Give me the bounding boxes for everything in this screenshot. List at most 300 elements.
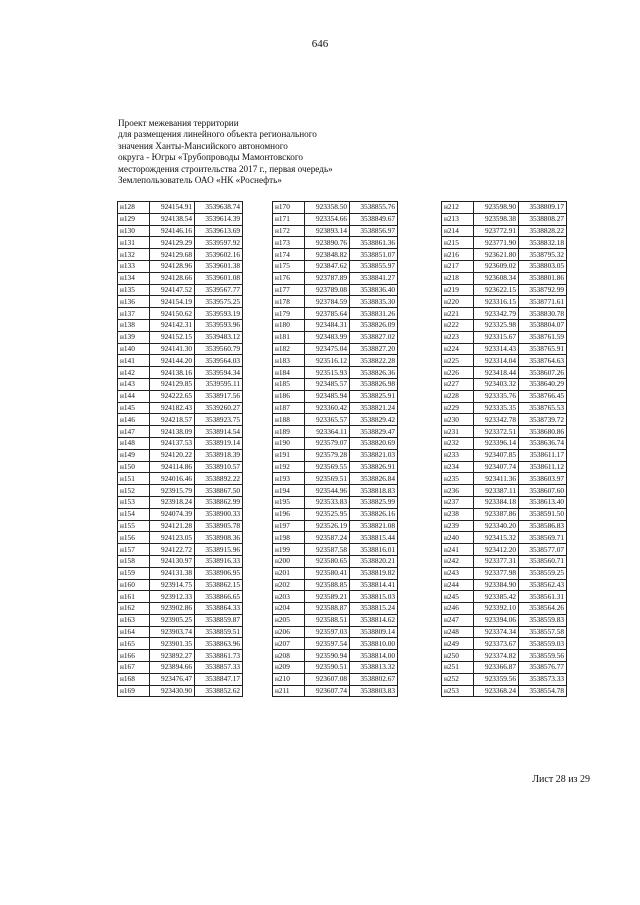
sheet-number: Лист 28 из 29 [532,774,590,785]
x-coordinate-cell: 923893.14 [305,225,350,237]
point-id-cell: н173 [273,237,305,249]
y-coordinate-cell: 3538857.33 [195,662,243,674]
x-coordinate-cell: 924146.16 [150,225,195,237]
x-coordinate-cell: 923579.28 [305,449,350,461]
x-coordinate-cell: 923787.89 [305,272,350,284]
y-coordinate-cell: 3539602.16 [195,249,243,261]
table-row [118,673,243,685]
x-coordinate-cell: 923587.58 [305,544,350,556]
point-id-cell: н233 [442,449,474,461]
point-id-cell: н218 [442,272,474,284]
x-coordinate-cell: 924128.66 [150,272,195,284]
y-coordinate-cell: 3538795.32 [519,249,567,261]
table-row [273,343,398,355]
table-row [442,626,567,638]
point-id-cell: н216 [442,249,474,261]
table-row [273,355,398,367]
point-id-cell: н202 [273,579,305,591]
table-row [273,532,398,544]
table-row [118,355,243,367]
table-row [442,414,567,426]
y-coordinate-cell: 3538905.78 [195,520,243,532]
y-coordinate-cell: 3538739.72 [519,414,567,426]
point-id-cell: н134 [118,272,150,284]
y-coordinate-cell: 3538826.36 [350,367,398,379]
y-coordinate-cell: 3538766.45 [519,390,567,402]
x-coordinate-cell: 924120.22 [150,449,195,461]
point-id-cell: н241 [442,544,474,556]
table-row [118,449,243,461]
y-coordinate-cell: 3538859.87 [195,614,243,626]
x-coordinate-cell: 923485.94 [305,390,350,402]
x-coordinate-cell: 924121.28 [150,520,195,532]
y-coordinate-cell: 3538576.77 [519,662,567,674]
table-row [273,626,398,638]
table-row [118,603,243,615]
y-coordinate-cell: 3538607.26 [519,367,567,379]
table-row [273,662,398,674]
table-row [442,579,567,591]
table-row [442,378,567,390]
point-id-cell: н228 [442,390,474,402]
y-coordinate-cell: 3538564.26 [519,603,567,615]
table-row [118,638,243,650]
point-id-cell: н164 [118,626,150,638]
table-row [118,319,243,331]
x-coordinate-cell: 923365.57 [305,414,350,426]
y-coordinate-cell: 3538864.33 [195,603,243,615]
x-coordinate-cell: 923588.85 [305,579,350,591]
x-coordinate-cell: 923918.24 [150,496,195,508]
x-coordinate-cell: 923364.11 [305,426,350,438]
table-row [118,520,243,532]
x-coordinate-cell: 923609.02 [474,260,519,272]
table-row [273,284,398,296]
table-row [118,685,243,697]
point-id-cell: н253 [442,685,474,697]
table-row [442,473,567,485]
table-row [442,555,567,567]
table-row [442,461,567,473]
point-id-cell: н251 [442,662,474,674]
table-row [118,367,243,379]
table-row [273,544,398,556]
point-id-cell: н245 [442,591,474,603]
x-coordinate-cell: 923588.51 [305,614,350,626]
x-coordinate-cell: 924152.15 [150,331,195,343]
y-coordinate-cell: 3538813.32 [350,662,398,674]
x-coordinate-cell: 923359.56 [474,673,519,685]
table-row [118,296,243,308]
table-row [442,308,567,320]
x-coordinate-cell: 923516.12 [305,355,350,367]
table-row [442,249,567,261]
x-coordinate-cell: 924122.72 [150,544,195,556]
table-row [118,225,243,237]
table-row [442,402,567,414]
x-coordinate-cell: 923403.32 [474,378,519,390]
table-row [442,591,567,603]
point-id-cell: н242 [442,555,474,567]
y-coordinate-cell: 3538866.65 [195,591,243,603]
x-coordinate-cell: 924130.97 [150,555,195,567]
point-id-cell: н171 [273,213,305,225]
y-coordinate-cell: 3538814.62 [350,614,398,626]
x-coordinate-cell: 923597.54 [305,638,350,650]
x-coordinate-cell: 923314.04 [474,355,519,367]
header-line: значения Ханты-Мансийского автономного [118,140,288,151]
table-row [442,319,567,331]
x-coordinate-cell: 923475.04 [305,343,350,355]
table-row [273,331,398,343]
point-id-cell: н217 [442,260,474,272]
y-coordinate-cell: 3538815.44 [350,532,398,544]
table-row [273,485,398,497]
table-row [442,662,567,674]
y-coordinate-cell: 3538851.07 [350,249,398,261]
y-coordinate-cell: 3538859.51 [195,626,243,638]
point-id-cell: н223 [442,331,474,343]
x-coordinate-cell: 923483.99 [305,331,350,343]
table-row [442,390,567,402]
x-coordinate-cell: 924129.85 [150,378,195,390]
table-row [273,449,398,461]
y-coordinate-cell: 3538855.76 [350,202,398,214]
x-coordinate-cell: 923905.25 [150,614,195,626]
x-coordinate-cell: 923412.20 [474,544,519,556]
x-coordinate-cell: 923515.93 [305,367,350,379]
x-coordinate-cell: 923430.90 [150,685,195,697]
point-id-cell: н183 [273,355,305,367]
y-coordinate-cell: 3539601.38 [195,260,243,272]
table-row [118,249,243,261]
y-coordinate-cell: 3538810.00 [350,638,398,650]
table-row [442,213,567,225]
table-row [442,638,567,650]
y-coordinate-cell: 3538765.91 [519,343,567,355]
y-coordinate-cell: 3538849.67 [350,213,398,225]
point-id-cell: н180 [273,319,305,331]
x-coordinate-cell: 923892.27 [150,650,195,662]
point-id-cell: н136 [118,296,150,308]
point-id-cell: н135 [118,284,150,296]
point-id-cell: н222 [442,319,474,331]
y-coordinate-cell: 3538861.36 [350,237,398,249]
table-row [273,567,398,579]
x-coordinate-cell: 924128.96 [150,260,195,272]
y-coordinate-cell: 3538761.59 [519,331,567,343]
point-id-cell: н150 [118,461,150,473]
y-coordinate-cell: 3538852.62 [195,685,243,697]
x-coordinate-cell: 923915.79 [150,485,195,497]
header-line: Проект межевания территории [118,118,239,128]
table-row [442,520,567,532]
y-coordinate-cell: 3538573.33 [519,673,567,685]
point-id-cell: н153 [118,496,150,508]
y-coordinate-cell: 3538908.36 [195,532,243,544]
table-row [442,331,567,343]
point-id-cell: н132 [118,249,150,261]
point-id-cell: н155 [118,520,150,532]
y-coordinate-cell: 3539614.39 [195,213,243,225]
point-id-cell: н174 [273,249,305,261]
point-id-cell: н147 [118,426,150,438]
y-coordinate-cell: 3538569.71 [519,532,567,544]
x-coordinate-cell: 923418.44 [474,367,519,379]
header-line: округа - Югры «Трубопроводы Мамонтовского [118,152,303,163]
table-row [273,378,398,390]
point-id-cell: н142 [118,367,150,379]
x-coordinate-cell: 923385.42 [474,591,519,603]
table-row [442,296,567,308]
point-id-cell: н177 [273,284,305,296]
x-coordinate-cell: 923366.87 [474,662,519,674]
x-coordinate-cell: 923784.59 [305,296,350,308]
point-id-cell: н178 [273,296,305,308]
y-coordinate-cell: 3538559.03 [519,638,567,650]
document-header [118,118,333,186]
y-coordinate-cell: 3538900.33 [195,508,243,520]
x-coordinate-cell: 923384.90 [474,579,519,591]
point-id-cell: н159 [118,567,150,579]
y-coordinate-cell: 3538808.27 [519,213,567,225]
y-coordinate-cell: 3538815.24 [350,603,398,615]
y-coordinate-cell: 3538640.29 [519,378,567,390]
table-row [273,414,398,426]
point-id-cell: н191 [273,449,305,461]
point-id-cell: н199 [273,544,305,556]
x-coordinate-cell: 923387.86 [474,508,519,520]
y-coordinate-cell: 3538814.41 [350,579,398,591]
y-coordinate-cell: 3539593.19 [195,308,243,320]
x-coordinate-cell: 923912.33 [150,591,195,603]
x-coordinate-cell: 924138.16 [150,367,195,379]
y-coordinate-cell: 3538771.61 [519,296,567,308]
x-coordinate-cell: 923580.41 [305,567,350,579]
point-id-cell: н248 [442,626,474,638]
table-row [442,449,567,461]
table-row [442,673,567,685]
y-coordinate-cell: 3538559.56 [519,650,567,662]
y-coordinate-cell: 3538855.97 [350,260,398,272]
point-id-cell: н226 [442,367,474,379]
header-line: Землепользователь ОАО «НК «Роснефть» [118,175,282,186]
x-coordinate-cell: 923894.66 [150,662,195,674]
x-coordinate-cell: 923342.79 [474,308,519,320]
x-coordinate-cell: 923590.51 [305,662,350,674]
table-row [273,367,398,379]
coordinates-table-3 [441,201,567,697]
point-id-cell: н167 [118,662,150,674]
table-row [273,461,398,473]
y-coordinate-cell: 3538814.00 [350,650,398,662]
table-row [442,614,567,626]
point-id-cell: н189 [273,426,305,438]
x-coordinate-cell: 923544.96 [305,485,350,497]
x-coordinate-cell: 923590.94 [305,650,350,662]
point-id-cell: н158 [118,555,150,567]
table-row [442,202,567,214]
y-coordinate-cell: 3538861.73 [195,650,243,662]
point-id-cell: н194 [273,485,305,497]
y-coordinate-cell: 3538841.27 [350,272,398,284]
y-coordinate-cell: 3538906.95 [195,567,243,579]
x-coordinate-cell: 924154.19 [150,296,195,308]
table-row [442,225,567,237]
y-coordinate-cell: 3538792.99 [519,284,567,296]
x-coordinate-cell: 923621.80 [474,249,519,261]
table-row [273,603,398,615]
point-id-cell: н140 [118,343,150,355]
x-coordinate-cell: 923914.75 [150,579,195,591]
y-coordinate-cell: 3538856.97 [350,225,398,237]
point-id-cell: н238 [442,508,474,520]
y-coordinate-cell: 3538803.05 [519,260,567,272]
table-row [118,284,243,296]
x-coordinate-cell: 923368.24 [474,685,519,697]
point-id-cell: н235 [442,473,474,485]
table-row [118,237,243,249]
y-coordinate-cell: 3538818.83 [350,485,398,497]
table-row [118,378,243,390]
x-coordinate-cell: 923335.35 [474,402,519,414]
table-row [442,367,567,379]
x-coordinate-cell: 924147.52 [150,284,195,296]
table-row [273,260,398,272]
table-row [118,260,243,272]
y-coordinate-cell: 3538611.17 [519,449,567,461]
point-id-cell: н144 [118,390,150,402]
table-row [273,614,398,626]
point-id-cell: н204 [273,603,305,615]
point-id-cell: н236 [442,485,474,497]
y-coordinate-cell: 3538867.50 [195,485,243,497]
point-id-cell: н237 [442,496,474,508]
table-row [273,296,398,308]
x-coordinate-cell: 923772.91 [474,225,519,237]
x-coordinate-cell: 924131.38 [150,567,195,579]
point-id-cell: н229 [442,402,474,414]
y-coordinate-cell: 3538910.57 [195,461,243,473]
point-id-cell: н170 [273,202,305,214]
table-row [442,508,567,520]
y-coordinate-cell: 3538820.21 [350,555,398,567]
x-coordinate-cell: 923598.38 [474,213,519,225]
x-coordinate-cell: 924142.31 [150,319,195,331]
x-coordinate-cell: 923622.15 [474,284,519,296]
point-id-cell: н175 [273,260,305,272]
y-coordinate-cell: 3538863.96 [195,638,243,650]
y-coordinate-cell: 3538802.67 [350,673,398,685]
table-row [118,308,243,320]
y-coordinate-cell: 3539564.03 [195,355,243,367]
point-id-cell: н188 [273,414,305,426]
y-coordinate-cell: 3539594.34 [195,367,243,379]
x-coordinate-cell: 924144.20 [150,355,195,367]
y-coordinate-cell: 3538680.86 [519,426,567,438]
point-id-cell: н154 [118,508,150,520]
table-row [442,343,567,355]
y-coordinate-cell: 3538825.91 [350,390,398,402]
y-coordinate-cell: 3538613.40 [519,496,567,508]
y-coordinate-cell: 3538835.30 [350,296,398,308]
point-id-cell: н145 [118,402,150,414]
point-id-cell: н246 [442,603,474,615]
table-row [273,591,398,603]
table-row [273,473,398,485]
table-row [442,532,567,544]
x-coordinate-cell: 924138.09 [150,426,195,438]
table-row [118,437,243,449]
x-coordinate-cell: 924123.05 [150,532,195,544]
header-line: для размещения линейного объекта регионального [118,129,317,140]
y-coordinate-cell: 3538825.99 [350,496,398,508]
x-coordinate-cell: 923411.36 [474,473,519,485]
y-coordinate-cell: 3538915.96 [195,544,243,556]
x-coordinate-cell: 923589.21 [305,591,350,603]
point-id-cell: н185 [273,378,305,390]
point-id-cell: н156 [118,532,150,544]
point-id-cell: н137 [118,308,150,320]
point-id-cell: н243 [442,567,474,579]
y-coordinate-cell: 3539638.74 [195,202,243,214]
table-row [273,650,398,662]
y-coordinate-cell: 3538577.07 [519,544,567,556]
point-id-cell: н193 [273,473,305,485]
x-coordinate-cell: 923588.87 [305,603,350,615]
x-coordinate-cell: 924138.54 [150,213,195,225]
point-id-cell: н160 [118,579,150,591]
x-coordinate-cell: 923394.06 [474,614,519,626]
table-row [273,638,398,650]
y-coordinate-cell: 3539575.25 [195,296,243,308]
y-coordinate-cell: 3538554.78 [519,685,567,697]
table-row [442,544,567,556]
point-id-cell: н244 [442,579,474,591]
x-coordinate-cell: 923526.19 [305,520,350,532]
table-row [118,414,243,426]
x-coordinate-cell: 923325.98 [474,319,519,331]
x-coordinate-cell: 924218.57 [150,414,195,426]
point-id-cell: н197 [273,520,305,532]
x-coordinate-cell: 923342.78 [474,414,519,426]
x-coordinate-cell: 923396.14 [474,437,519,449]
x-coordinate-cell: 923315.67 [474,331,519,343]
table-row [118,202,243,214]
table-row [118,614,243,626]
y-coordinate-cell: 3539260.27 [195,402,243,414]
y-coordinate-cell: 3538636.74 [519,437,567,449]
y-coordinate-cell: 3538821.03 [350,449,398,461]
x-coordinate-cell: 923607.74 [305,685,350,697]
table-row [273,437,398,449]
point-id-cell: н187 [273,402,305,414]
point-id-cell: н240 [442,532,474,544]
x-coordinate-cell: 923354.66 [305,213,350,225]
x-coordinate-cell: 923525.95 [305,508,350,520]
table-row [273,520,398,532]
point-id-cell: н214 [442,225,474,237]
y-coordinate-cell: 3538836.40 [350,284,398,296]
point-id-cell: н165 [118,638,150,650]
x-coordinate-cell: 923358.50 [305,202,350,214]
table-row [118,591,243,603]
x-coordinate-cell: 923785.64 [305,308,350,320]
point-id-cell: н161 [118,591,150,603]
x-coordinate-cell: 923579.07 [305,437,350,449]
table-row [273,213,398,225]
coordinates-table-2 [272,201,398,697]
